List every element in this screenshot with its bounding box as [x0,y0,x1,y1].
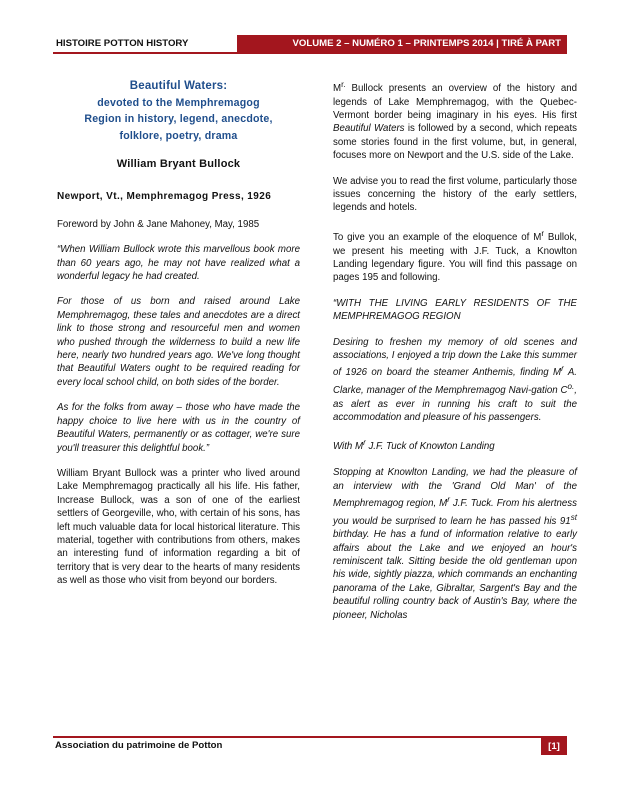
excerpt-subheading: With $M^r$ J.F. Tuck of Knowton Landing [333,438,495,453]
foreword-quote-paragraph-2: For those of us born and raised around Lake Memphremagog, these tales and anecdotes are a direct link to those strong and resourceful men and women who pushed through the wilderness to build a new life here, nearly two hundred years ago. We've long thought that Beautiful Waters ought to be required reading for every local school child, on both sides of the border. [57,296,300,388]
right-column [333,78,577,622]
excerpt-paragraph-2: Stopping at Knowlton Landing, we had the pleasure of an interview with the 'Grand Old Man' of the Memphremagog region, $M^r$ J.F. Tuck. From his alertness you would be surprised to learn he has passed his 91st birthday. He has a fund of information relative to early affairs about the Lake and we enjoyed an hour's reminiscent talk. Sitting beside the old gentleman upon his wide, sightly piazza, which commands an enchanting panorama of the Lake, Gibraltar, Sargent's Bay and the beautiful rolling country back of Austin's Bay, where the pioneer, Nicholas [333,467,577,621]
footer-divider [53,736,567,738]
book-author: William Bryant Bullock [116,158,241,170]
book-publisher: Newport, Vt., Memphremagog Press, 1926 [57,191,272,203]
page-header [53,35,567,52]
foreword-quote-paragraph-3: As for the folks from away – those who have made the happy choice to live here with us in the country of Beautiful Waters, permanently or as cottager, we're sure you'll treasurer this delightful book.” [57,402,300,454]
excerpt-heading: “WITH THE LIVING EARLY RESIDENTS OF THE MEMPHREMAGOG REGION [333,297,577,323]
overview-paragraph: $M^{r.}$ Bullock presents an overview of the history and legends of Lake Memphremagog, with the Quebec-Vermont border being imaginary in his eyes. His first Beautiful Waters is followed by a second, which repeats some stories found in the first volume, but, in general, focuses more on Newport and the U.S. side of the Lake. [333,80,577,162]
book-subtitle-line-3: folklore, poetry, drama [119,129,238,142]
example-intro-paragraph: To give you an example of the eloquence of $M^r$ Bullok, we present his meeting with J.F. Tuck, a Knowlton Landing legendary figure. You will find this passage on pages 195 and following. [333,228,577,284]
excerpt-paragraph-1: Desiring to freshen my memory of old scenes and associations, I enjoyed a trip down the Lake this summer of 1926 on board the steamer Anthemis, finding $M^r$ A. Clarke, manager of the Memphremagog Navi-gation $C^{o.}$, as alert as ever in running his craft to suit the accommodation and pleasure of his passengers. [333,336,577,424]
foreword-quote-paragraph-1: “When William Bullock wrote this marvellous book more than 60 years ago, he may not have realized what a wonderful legacy he had created. [57,244,300,283]
left-column [57,78,300,588]
book-title-block [57,78,300,144]
journal-name: HISTOIRE POTTON HISTORY [56,38,189,49]
issue-banner: VOLUME 2 – NUMÉRO 1 – PRINTEMPS 2014 | TIRÉ À PART [237,35,567,52]
book-subtitle-line-2: Region in history, legend, anecdote, [84,113,273,125]
header-divider [53,52,567,54]
page-footer [53,736,567,755]
book-foreword-credit: Foreword by John & Jane Mahoney, May, 1985 [57,218,260,230]
advice-paragraph: We advise you to read the first volume, particularly those issues concerning the history of the early settlers, legends and hotels. [333,175,577,214]
book-title: Beautiful Waters: [129,80,228,92]
author-bio-paragraph: William Bryant Bullock was a printer who lived around Lake Memphremagog practically all his life. His father, Increase Bullock, was a son of one of the earliest settlers of Georgeville, who, with certain of his sons, has left much valuable data for local historical literature. This material, together with contributions from others, makes an interesting fund of information regarding a bit of territory that is very dear to the hearts of many residents as well as those who visit from beyond our borders. [57,467,300,587]
book-subtitle-line-1: devoted to the Memphremagog [97,96,260,109]
publisher-name: Association du patrimoine de Potton [55,740,223,751]
page-number: [1] [541,738,567,755]
